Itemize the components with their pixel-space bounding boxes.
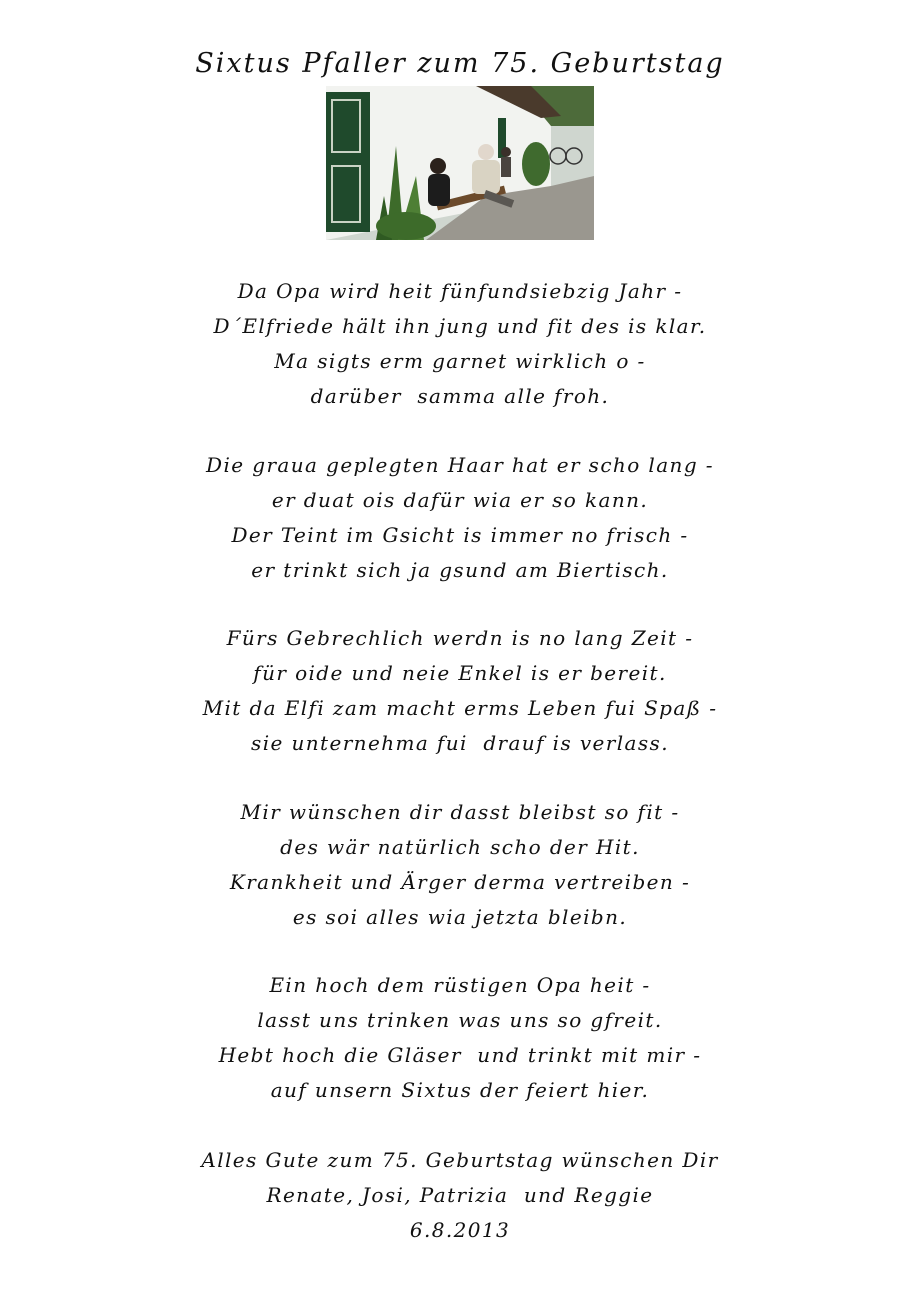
greeting-line: Alles Gute zum 75. Geburtstag wünschen Dir (201, 1148, 719, 1172)
poem-title: Sixtus Pfaller zum 75. Geburtstag (195, 48, 725, 79)
stanza-4 (0, 795, 920, 935)
poem-line: auf unsern Sixtus der feiert hier. (270, 1078, 650, 1102)
poem-line: es soi alles wia jetzta bleibn. (292, 905, 628, 929)
poem-line: D´Elfriede hält ihn jung und fit des is klar. (213, 314, 707, 338)
poem-line: Mit da Elfi zam macht erms Leben fui Spaß - (202, 696, 718, 720)
photo-two-people-on-bench (326, 86, 594, 240)
poem-line: Fürs Gebrechlich werdn is no lang Zeit - (226, 626, 694, 650)
stanza-1 (0, 274, 920, 414)
poem-line: er duat ois dafür wia er so kann. (271, 488, 649, 512)
poem-line: Die graua geplegten Haar hat er scho lang - (206, 453, 714, 477)
stanza-5 (0, 968, 920, 1108)
poem-line: für oide und neie Enkel is er bereit. (253, 661, 667, 685)
poem-line: er trinkt sich ja gsund am Biertisch. (251, 558, 669, 582)
poem-line: des wär natürlich scho der Hit. (280, 835, 640, 859)
date-line: 6.8.2013 (409, 1218, 511, 1242)
signatures-line: Renate, Josi, Patrizia und Reggie (266, 1183, 654, 1207)
photo-illustration (326, 86, 594, 240)
poem-line: Der Teint im Gsicht is immer no frisch - (231, 523, 689, 547)
closing-greeting (0, 1143, 920, 1248)
poem-line: Krankheit und Ärger derma vertreiben - (229, 870, 691, 894)
stanza-3 (0, 621, 920, 761)
poem-line: Mir wünschen dir dasst bleibst so fit - (240, 800, 680, 824)
poem-line: darüber samma alle froh. (310, 384, 610, 408)
poem-line: Ma sigts erm garnet wirklich o - (274, 349, 646, 373)
poem-line: Hebt hoch die Gläser und trinkt mit mir - (218, 1043, 702, 1067)
poem-line: lasst uns trinken was uns so gfreit. (257, 1008, 663, 1032)
poem-line: Da Opa wird heit fünfundsiebzig Jahr - (237, 279, 683, 303)
stanza-2 (0, 448, 920, 588)
poem-line: Ein hoch dem rüstigen Opa heit - (269, 973, 651, 997)
poem-line: sie unternehma fui drauf is verlass. (251, 731, 669, 755)
